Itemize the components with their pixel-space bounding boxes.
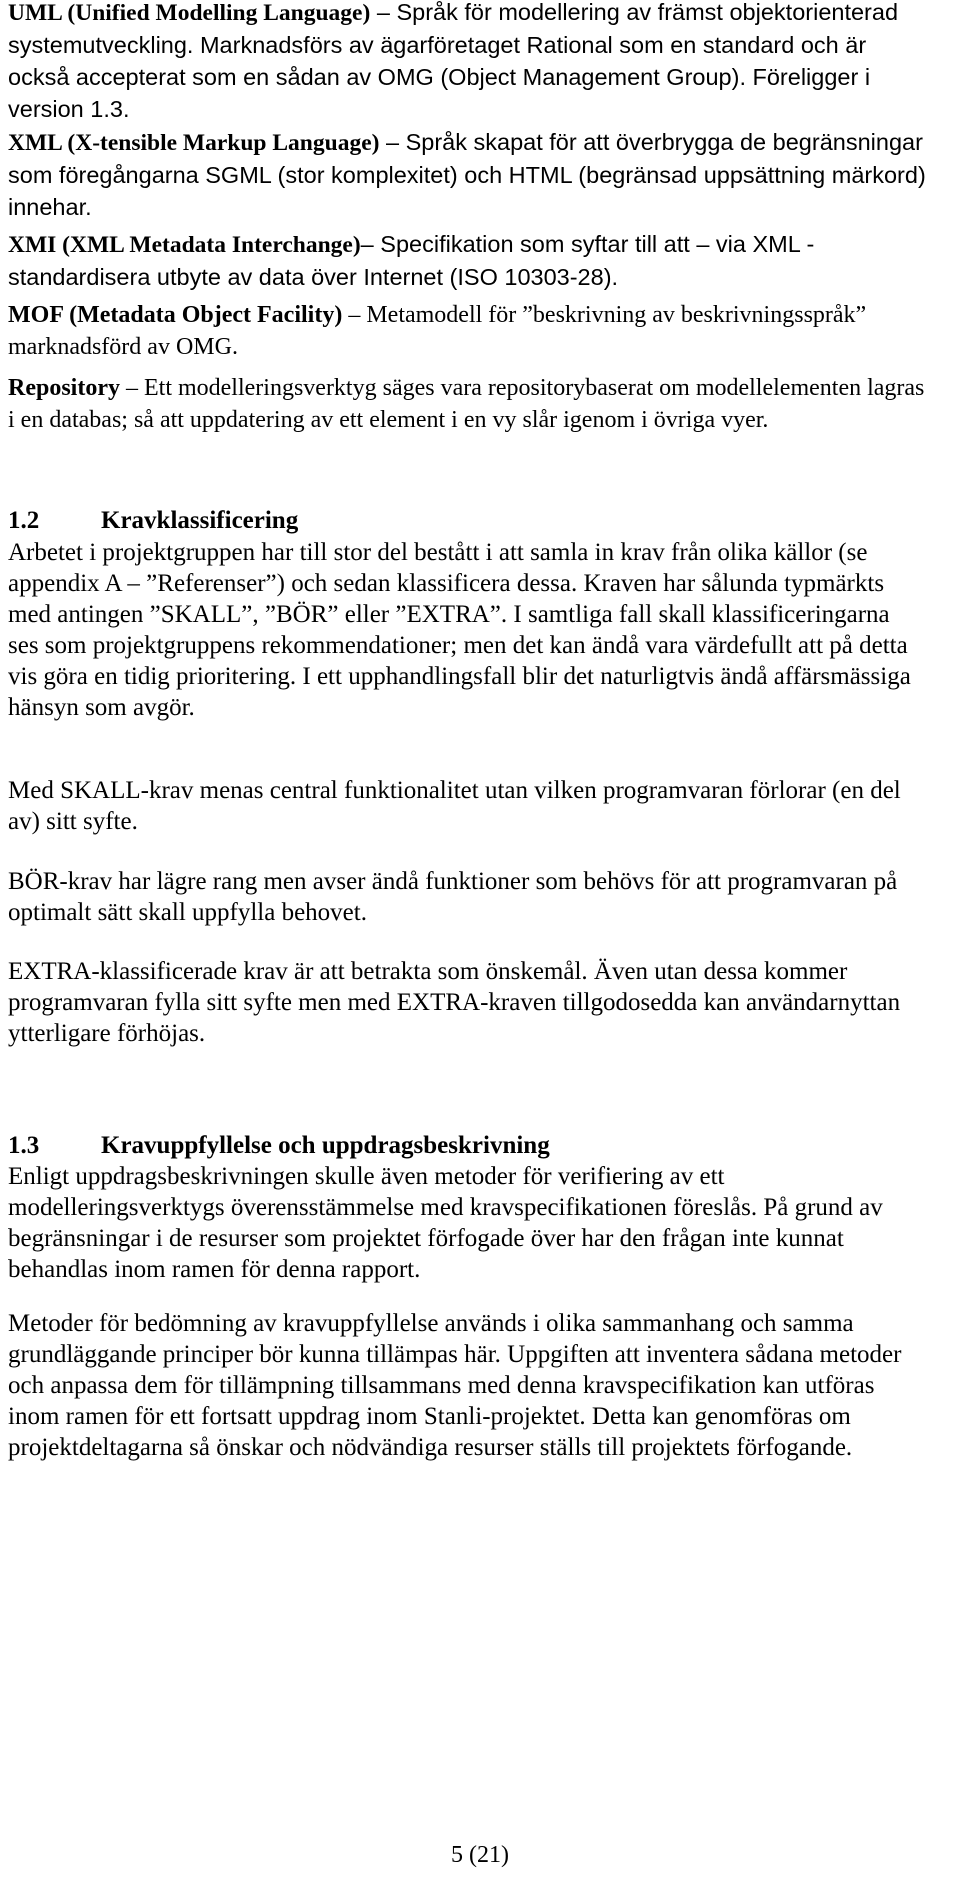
section-title: Kravklassificering (101, 507, 299, 534)
definition-xmi (8, 228, 926, 293)
paragraph: Enligt uppdragsbeskrivningen skulle även metoder för verifiering av ett modelleringsverktygs överensstämmelse med kravspecifikationen föreslås. På grund av begränsningar i de resurser som projektet förfogade över har den frågan inte kunnat behandlas inom ramen för denna rapport. (8, 1163, 883, 1283)
definition-text: Språk skapat för att överbrygga de begränsningar som föregångarna SGML (stor komplexitet) och HTML (begränsad uppsättning märkord) innehar. (8, 129, 926, 220)
page-number: 5 (21) (451, 1842, 509, 1868)
definition-text: Specifikation som syftar till att – via XML - standardisera utbyte av data över Internet (ISO 10303-28). (8, 231, 815, 290)
definition-term: UML (Unified Modelling Language) (8, 0, 371, 26)
section-heading-1-2 (8, 505, 926, 537)
definition-dash: – (119, 375, 144, 401)
definition-repository (8, 372, 926, 436)
section-number: 1.3 (8, 1132, 40, 1159)
definition-term: Repository (8, 375, 120, 401)
definition-dash: – (342, 302, 367, 328)
paragraph: Arbetet i projektgruppen har till stor del bestått i att samla in krav från olika källor (se appendix A – ”Referenser”) och sedan klassificera dessa. Kraven har sålunda typmärkts med antingen ”SKALL”, ”BÖR” eller ”EXTRA”. I samtliga fall skall klassificeringarna ses som projektgruppens rekommendationer; men det kan ändå vara värdefullt att på detta vis göra en tidig prioritering. I ett upphandlingsfall blir det naturligtvis ändå affärsmässiga hänsyn som avgör. (8, 539, 911, 721)
definition-term: XML (X-tensible Markup Language) (8, 130, 380, 156)
definition-dash: – (370, 0, 397, 25)
section-number: 1.2 (8, 507, 40, 534)
section-title: Kravuppfyllelse och uppdragsbeskrivning (101, 1132, 550, 1159)
definition-uml (8, 0, 926, 125)
paragraph: Metoder för bedömning av kravuppfyllelse används i olika sammanhang och samma grundläggande principer bör kunna tillämpas här. Uppgiften att inventera sådana metoder och anpassa dem för tillämpning tillsammans med denna kravspecifikation kan utföras inom ramen för ett fortsatt uppdrag inom Stanli-projektet. Detta kan genomföras om projektdeltagarna så önskar och nödvändiga resurser ställs till projektets förfogande. (8, 1310, 902, 1461)
definition-dash: – (360, 231, 381, 257)
definition-term: XMI (XML Metadata Interchange) (8, 232, 361, 258)
definition-text: Språk för modellering av främst objektorienterad systemutveckling. Marknadsförs av ägarföretaget Rational som en standard och är också accepterat som en sådan av OMG (Object Management Group). Föreligger i version 1.3. (8, 0, 899, 122)
definition-text: Metamodell för ”beskrivning av beskrivningsspråk” marknadsförd av OMG. (8, 302, 867, 360)
paragraph: BÖR-krav har lägre rang men avser ändå funktioner som behövs för att programvaran på optimalt sätt skall uppfylla behovet. (8, 868, 898, 926)
definition-dash: – (379, 129, 406, 155)
definition-xml (8, 126, 926, 223)
paragraph: Med SKALL-krav menas central funktionalitet utan vilken programvaran förlorar (en del av) sitt syfte. (8, 777, 901, 835)
section-heading-1-3 (8, 1130, 926, 1162)
definition-text: Ett modelleringsverktyg säges vara repositorybaserat om modellelementen lagras i en databas; så att uppdatering av ett element i en vy slår igenom i övriga vyer. (8, 375, 925, 433)
definition-mof (8, 299, 926, 363)
paragraph: EXTRA-klassificerade krav är att betrakta som önskemål. Även utan dessa kommer programvaran fylla sitt syfte men med EXTRA-kraven tillgodosedda kan användarnyttan ytterligare förhöjas. (8, 958, 901, 1047)
definition-term: MOF (Metadata Object Facility) (8, 302, 343, 328)
